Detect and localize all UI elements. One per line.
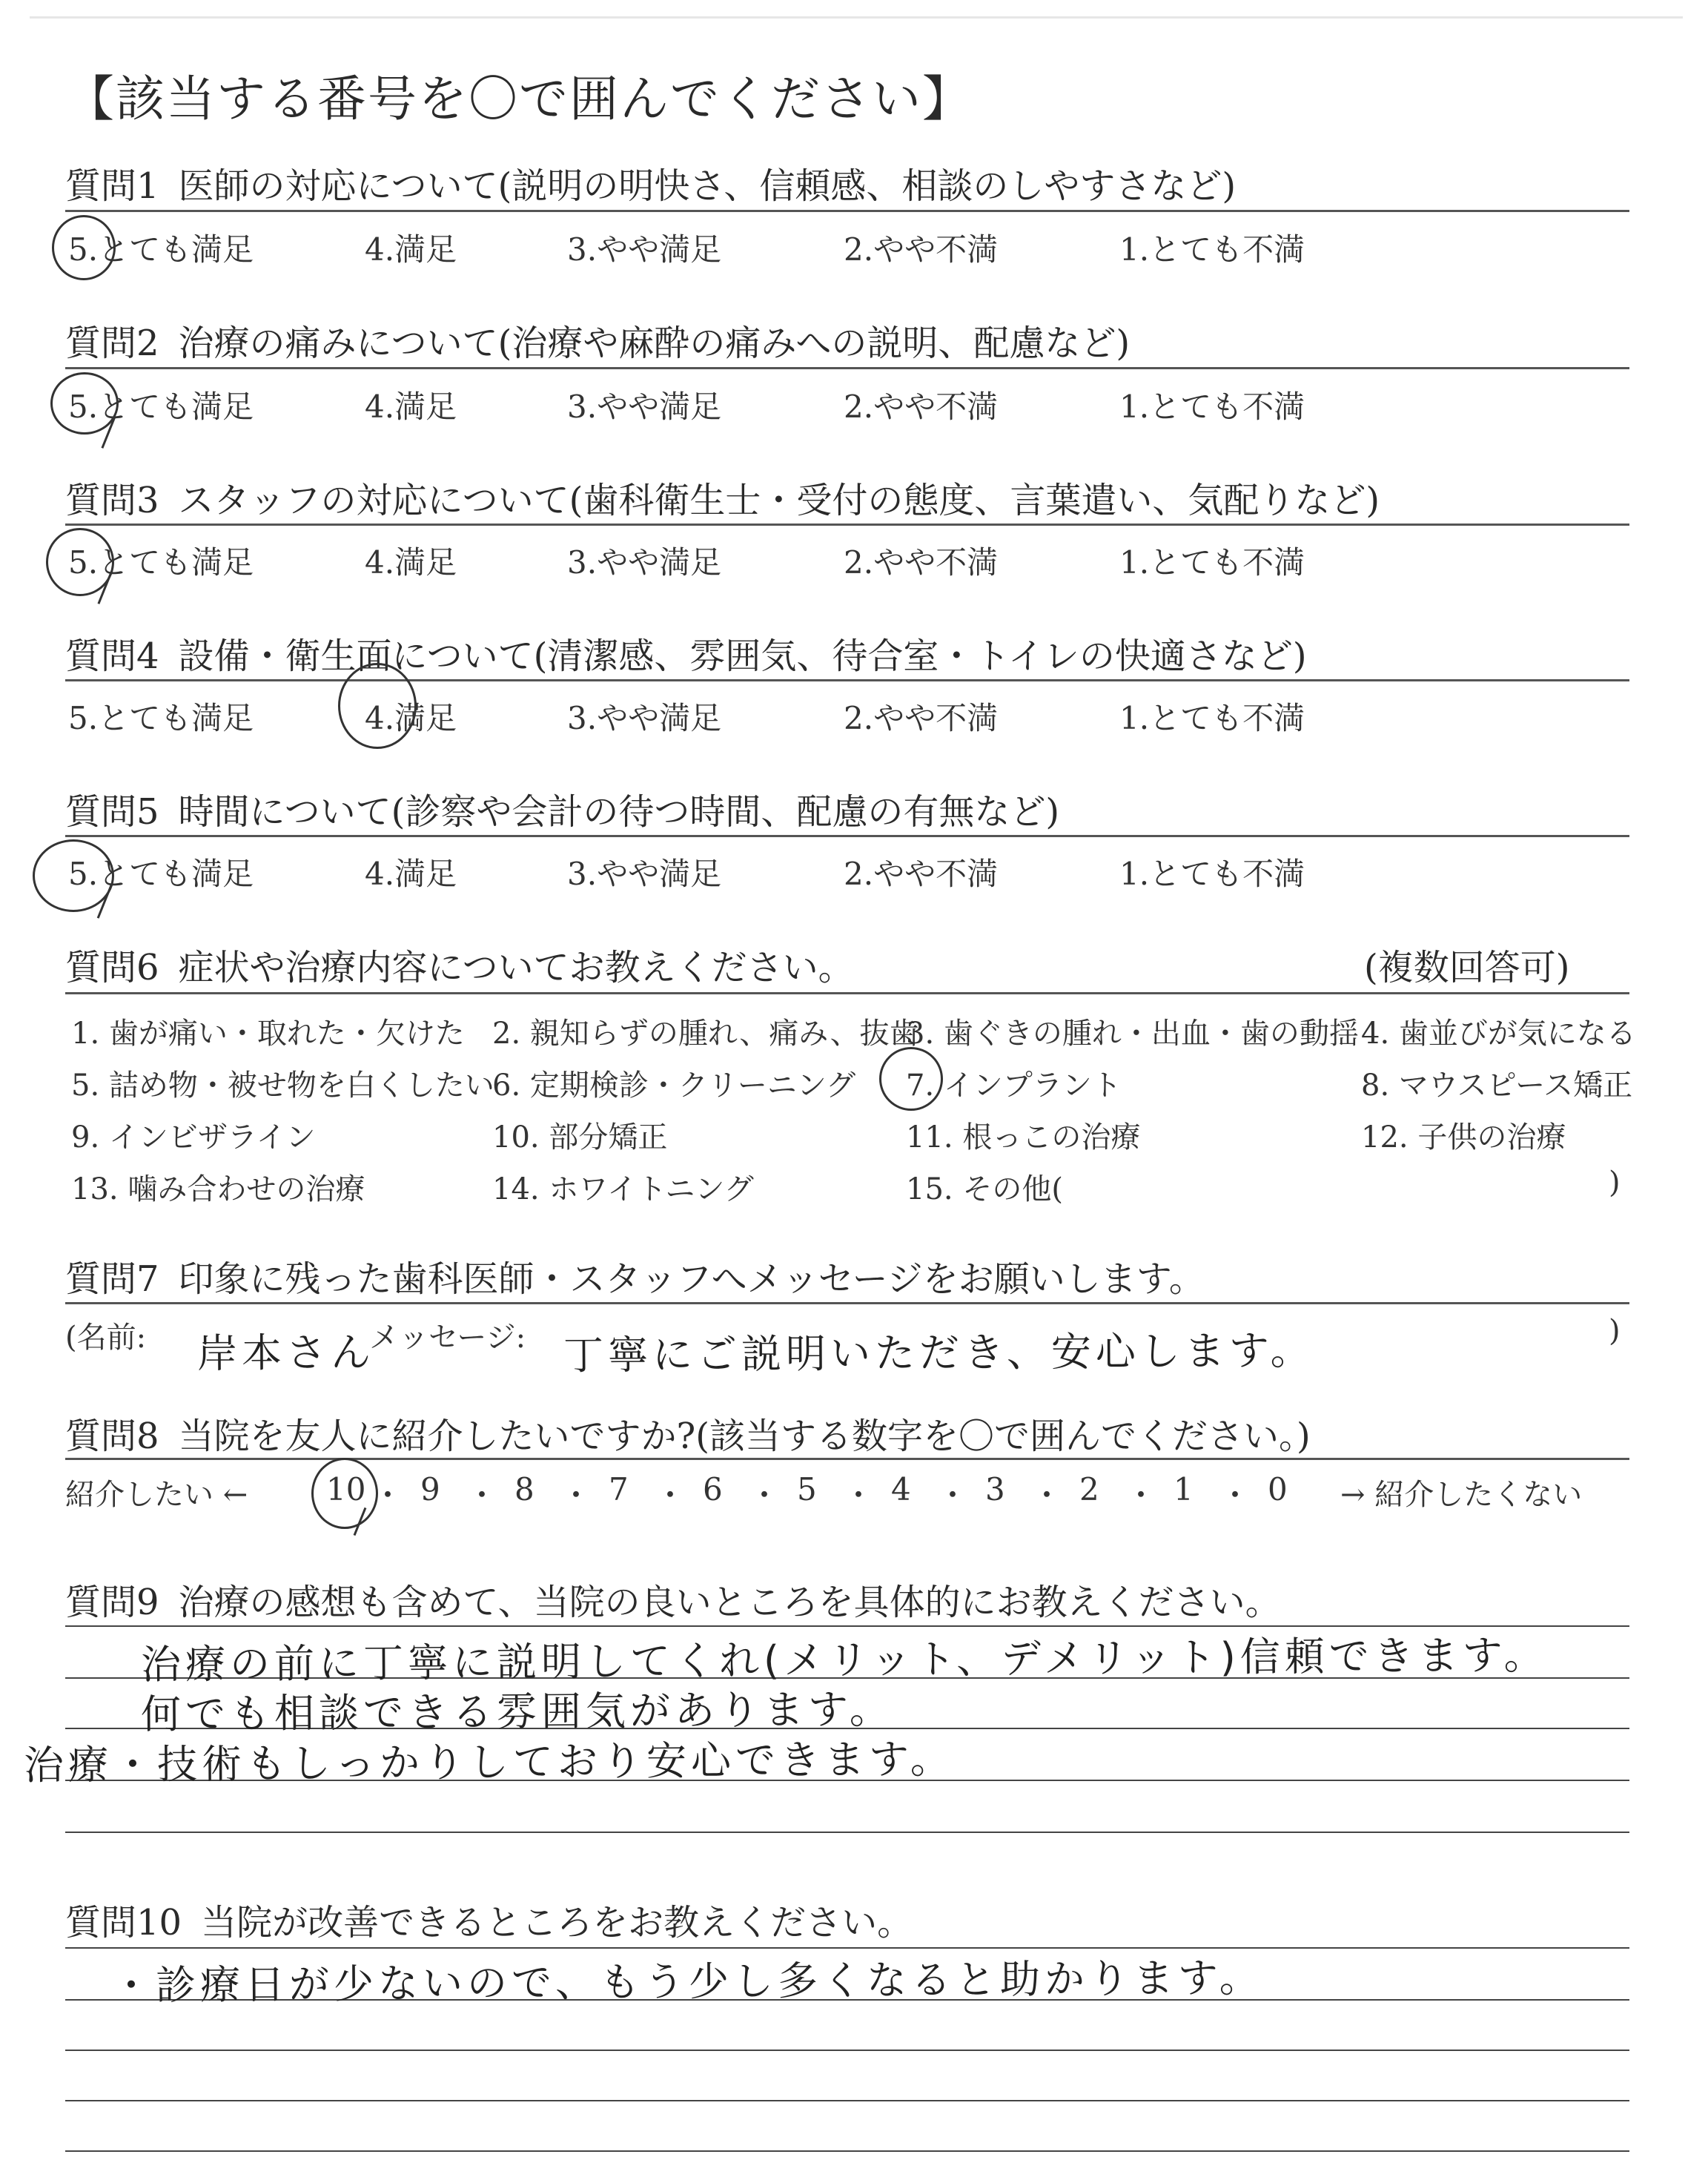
scale-separator: ・	[372, 1477, 404, 1513]
scale-value[interactable]: 2	[1079, 1471, 1099, 1507]
question-text: 設備・衛生面について(清潔感、雰囲気、待合室・トイレの快適さなど)	[178, 635, 1307, 677]
option-1[interactable]: 1.とても不満	[1119, 389, 1305, 425]
question-number: 質問5	[65, 791, 159, 833]
symptom-option-3[interactable]: 3. 歯ぐきの腫れ・出血・歯の動揺	[906, 1017, 1359, 1051]
question-6-title	[65, 939, 854, 990]
symptom-option-2[interactable]: 2. 親知らずの腫れ、痛み、抜歯	[492, 1017, 919, 1051]
scale-value[interactable]: 1	[1174, 1471, 1194, 1507]
option-1[interactable]: 1.とても不満	[1119, 544, 1305, 581]
symptom-option-6[interactable]: 6. 定期検診・クリーニング	[492, 1069, 856, 1103]
scale-separator: ・	[937, 1477, 969, 1513]
symptom-option-5[interactable]: 5. 詰め物・被せ物を白くしたい	[71, 1069, 494, 1103]
selection-circle	[33, 839, 114, 912]
symptom-option-13[interactable]: 13. 噛み合わせの治療	[71, 1172, 365, 1206]
scale-separator: ・	[560, 1477, 592, 1513]
answer-line	[65, 2150, 1629, 2152]
question-number: 質問2	[65, 323, 159, 364]
answer-handwritten-line-1[interactable]: 治療の前に丁寧に説明してくれ(メリット、デメリット)信頼できます。	[140, 1631, 1549, 1688]
option-2[interactable]: 2.やや不満	[844, 856, 999, 892]
option-4[interactable]: 4.満足	[365, 389, 457, 425]
divider	[65, 992, 1629, 994]
option-3[interactable]: 3.やや満足	[567, 856, 722, 892]
question-3-title	[65, 472, 1380, 523]
answer-line	[65, 2050, 1629, 2051]
option-3[interactable]: 3.やや満足	[567, 231, 722, 268]
recommend-right-label: → 紹介したくない	[1340, 1478, 1583, 1512]
scale-value[interactable]: 6	[703, 1471, 723, 1507]
scale-value[interactable]: 5	[797, 1471, 817, 1507]
question-number: 質問1	[65, 165, 159, 207]
question-2-title	[65, 314, 1130, 366]
scale-separator: ・	[1125, 1477, 1157, 1513]
scale-separator: ・	[749, 1477, 781, 1513]
question-text: 当院が改善できるところをお教えください。	[201, 1902, 913, 1943]
question-7-title	[65, 1250, 1205, 1301]
top-border	[30, 16, 1683, 19]
symptom-option-14[interactable]: 14. ホワイトニング	[492, 1172, 754, 1206]
divider	[65, 367, 1629, 369]
option-2[interactable]: 2.やや不満	[844, 544, 999, 581]
question-number: 質問8	[65, 1416, 159, 1457]
scale-value[interactable]: 8	[514, 1471, 534, 1507]
symptom-option-1[interactable]: 1. 歯が痛い・取れた・欠けた	[71, 1017, 465, 1051]
symptom-option-9[interactable]: 9. インビザライン	[71, 1120, 316, 1155]
question-text: 時間について(診察や会計の待つ時間、配慮の有無など)	[178, 791, 1060, 833]
question-8-title	[65, 1407, 1311, 1459]
message-handwritten[interactable]: 丁寧にご説明いただき、安心します。	[563, 1327, 1315, 1379]
scale-separator: ・	[655, 1477, 686, 1513]
question-text: 医師の対応について(説明の明快さ、信頼感、相談のしやすさなど)	[178, 165, 1237, 207]
option-5[interactable]: 5.とても満足	[68, 544, 254, 581]
option-4[interactable]: 4.満足	[365, 700, 457, 736]
question-number: 質問9	[65, 1582, 159, 1623]
scale-value[interactable]: 10	[326, 1471, 366, 1507]
question-number: 質問4	[65, 635, 159, 677]
symptom-option-7[interactable]: 7. インプラント	[906, 1069, 1122, 1103]
selection-circle	[52, 215, 116, 280]
option-5[interactable]: 5.とても満足	[68, 389, 254, 425]
question-text: 当院を友人に紹介したいですか?(該当する数字を〇で囲んでください。)	[178, 1416, 1311, 1457]
option-2[interactable]: 2.やや不満	[844, 231, 999, 268]
divider	[65, 210, 1629, 212]
symptom-option-11[interactable]: 11. 根っこの治療	[906, 1120, 1141, 1155]
answer-handwritten-line-3[interactable]: 治療・技術もしっかりしており安心できます。	[23, 1735, 955, 1789]
question-text: 治療の感想も含めて、当院の良いところを具体的にお教えください。	[178, 1582, 1281, 1623]
answer-line	[65, 1832, 1629, 1833]
scale-value[interactable]: 3	[985, 1471, 1005, 1507]
recommend-left-label: 紹介したい ←	[65, 1478, 248, 1512]
option-5[interactable]: 5.とても満足	[68, 231, 254, 268]
option-4[interactable]: 4.満足	[365, 856, 457, 892]
option-3[interactable]: 3.やや満足	[567, 389, 722, 425]
option-1[interactable]: 1.とても不満	[1119, 856, 1305, 892]
scale-separator: ・	[843, 1477, 875, 1513]
scale-value[interactable]: 4	[891, 1471, 911, 1507]
divider	[65, 1302, 1629, 1304]
symptom-option-10[interactable]: 10. 部分矯正	[492, 1120, 668, 1155]
divider	[65, 679, 1629, 681]
question-text: 症状や治療内容についてお教えください。	[178, 947, 854, 988]
question-number: 質問6	[65, 947, 159, 988]
question-9-title	[65, 1573, 1281, 1625]
divider	[65, 835, 1629, 837]
divider	[65, 1458, 1629, 1460]
selection-circle	[338, 663, 417, 749]
option-3[interactable]: 3.やや満足	[567, 700, 722, 736]
option-1[interactable]: 1.とても不満	[1119, 700, 1305, 736]
improvement-handwritten[interactable]: ・診療日が少ないので、もう少し多くなると助かります。	[110, 1954, 1264, 2009]
question-number: 質問3	[65, 480, 159, 521]
question-4-title	[65, 627, 1307, 678]
symptom-option-4[interactable]: 4. 歯並びが気になる	[1361, 1017, 1636, 1051]
symptom-option-15[interactable]: 15. その他(	[906, 1172, 1063, 1206]
scale-value[interactable]: 7	[609, 1471, 629, 1507]
question-text: 治療の痛みについて(治療や麻酔の痛みへの説明、配慮など)	[178, 323, 1131, 364]
message-close-paren: )	[1609, 1314, 1621, 1348]
scale-value[interactable]: 9	[420, 1471, 440, 1507]
symptom-option-8[interactable]: 8. マウスピース矯正	[1361, 1069, 1633, 1103]
question-text: 印象に残った歯科医師・スタッフへメッセージをお願いします。	[178, 1258, 1205, 1300]
name-label: (名前:	[65, 1321, 147, 1355]
page-title: 【該当する番号を〇で囲んでください】	[65, 70, 973, 128]
message-label: メッセージ:	[369, 1321, 526, 1355]
selection-circle	[311, 1458, 378, 1529]
question-text: スタッフの対応について(歯科衛生士・受付の態度、言葉遣い、気配りなど)	[178, 480, 1380, 521]
option-5[interactable]: 5.とても満足	[68, 700, 254, 736]
selection-circle	[879, 1047, 943, 1111]
scale-separator: ・	[1219, 1477, 1251, 1513]
answer-handwritten-line-2[interactable]: 何でも相談できる雰囲気があります。	[140, 1685, 894, 1738]
question-1-title	[65, 157, 1236, 208]
scale-separator: ・	[466, 1477, 498, 1513]
option-2[interactable]: 2.やや不満	[844, 700, 999, 736]
multiple-answer-note: (複数回答可)	[1364, 947, 1570, 988]
scale-separator: ・	[1031, 1477, 1063, 1513]
option-5[interactable]: 5.とても満足	[68, 856, 254, 892]
question-5-title	[65, 783, 1059, 834]
selection-circle	[50, 372, 119, 435]
option-4[interactable]: 4.満足	[365, 544, 457, 581]
option-1[interactable]: 1.とても不満	[1119, 231, 1305, 268]
option-2[interactable]: 2.やや不満	[844, 389, 999, 425]
divider	[65, 524, 1629, 526]
question-10-title	[65, 1894, 913, 1945]
question-number: 質問7	[65, 1258, 159, 1300]
question-number: 質問10	[65, 1902, 182, 1943]
answer-line	[65, 2100, 1629, 2101]
option-4[interactable]: 4.満足	[365, 231, 457, 268]
scale-value[interactable]: 0	[1268, 1471, 1288, 1507]
other-close-paren: )	[1609, 1166, 1621, 1200]
name-handwritten[interactable]: 岸本さん	[196, 1329, 376, 1377]
symptom-option-12[interactable]: 12. 子供の治療	[1361, 1120, 1566, 1155]
option-3[interactable]: 3.やや満足	[567, 544, 722, 581]
